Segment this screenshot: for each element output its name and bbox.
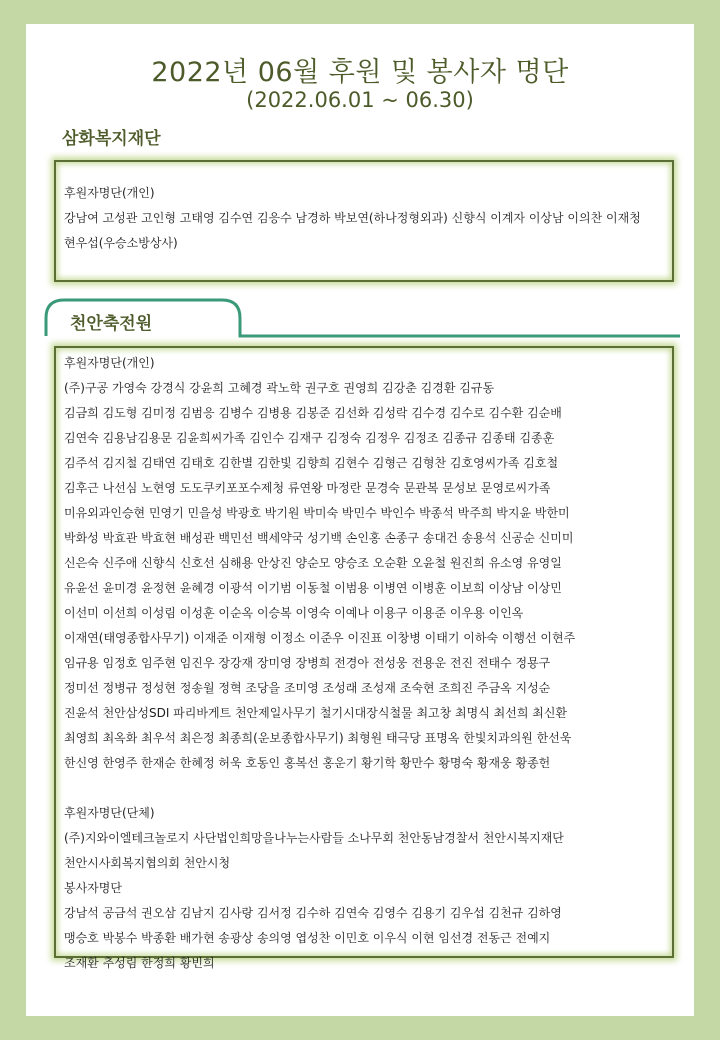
page-title: 2022년 06월 후원 및 봉사자 명단: [151, 57, 569, 88]
period-subtitle: (2022.06.01 ~ 06.30): [246, 88, 474, 112]
section2-org-title: 천안축전원: [70, 314, 153, 334]
volunteer-list: [64, 901, 664, 976]
volunteer-heading: 봉사자명단: [64, 881, 122, 895]
donor-line: 박화성 박효관 박효현 배성관 백민선 백세약국 성기백 손인홍 손종구 송대건 송용석 신공순 신미미: [64, 531, 574, 545]
donor-line: 최영희 최옥화 최우석 최은정 최종희(운보종합사무기) 최형원 태극당 표명옥 한빛치과의원 한선욱: [64, 731, 572, 745]
donor-line: 미유외과인승현 민영기 민을성 박광호 박기원 박미숙 박민수 박인수 박종석 박주희 박지윤 박한미: [64, 506, 570, 520]
group-heading: 후원자명단(단체): [64, 806, 155, 820]
document-page: [26, 24, 694, 1016]
donor-line: 김연숙 김용남김용문 김윤희씨가족 김인수 김재구 김정숙 김정우 김정조 김종규 김종태 김종훈: [64, 431, 555, 445]
section1-heading: 후원자명단(개인): [64, 186, 155, 200]
individual-heading: 후원자명단(개인): [64, 356, 155, 370]
donor-line: 김금희 김도형 김미정 김범응 김병수 김병용 김봉준 김선화 김성락 김수경 김수로 김수환 김순배: [64, 406, 562, 420]
section1-box: [54, 160, 674, 282]
section2-box: [54, 346, 674, 970]
section1-names: 강남여 고성관 고인형 고태영 김수연 김응수 남경하 박보연(하나정형외과) 신향식 이계자 이상남 이의찬 이재청 현우섭(우승소방상사): [64, 211, 641, 250]
donor-line: (주)구공 가영숙 강경식 강윤희 고혜경 곽노학 권구호 권영희 김강춘 김경환 김규동: [64, 381, 495, 395]
donor-line: 김주석 김지철 김태연 김태호 김한별 김한빛 김향희 김현수 김형근 김형찬 김호영씨가족 김호철: [64, 456, 559, 470]
donor-line: 한신영 한영주 한재순 한혜정 허욱 호동인 홍복선 홍운기 황기학 황만수 황명숙 황재웅 황종헌: [64, 756, 551, 770]
individual-donor-list: [64, 376, 664, 776]
donor-line: 정미선 정병규 정성현 정송월 정혁 조당을 조미영 조성래 조성재 조숙현 조희진 주금옥 지성순: [64, 681, 551, 695]
volunteer-line: 조재환 추성림 한정희 황빈희: [64, 956, 215, 970]
donor-line: 김후근 나선심 노현영 도도쿠키포포수제청 류연왕 마정란 문경숙 문관복 문성보 문영로씨가족: [64, 481, 551, 495]
group-donor-list: [64, 826, 664, 876]
donor-line: 임규용 임정호 임주현 임진우 장강재 장미영 장병희 전경아 전성웅 전용운 전진 전태수 정묭구: [64, 656, 551, 670]
donor-line: 유윤선 윤미경 윤정현 윤혜경 이광석 이기범 이동철 이범용 이병연 이병훈 이보희 이상남 이상민: [64, 581, 562, 595]
group-line: (주)지와이엘테크놀로지 사단법인희망을나누는사람들 소나무회 천안동남경찰서 천안시복지재단: [64, 831, 564, 845]
donor-line: 진윤석 천안삼성SDI 파리바게트 천안제일사무기 철기시대장식철물 최고창 최명식 최선희 최신환: [64, 706, 568, 720]
donor-line: 이선미 이선희 이성림 이성훈 이순옥 이승복 이영숙 이예나 이용구 이용준 이우용 이인옥: [64, 606, 524, 620]
donor-line: 이재연(태영종합사무기) 이재준 이재형 이정소 이준우 이진표 이창병 이태기 이하숙 이행선 이현주: [64, 631, 576, 645]
group-line: 천안시사회복지협의회 천안시청: [64, 856, 231, 870]
section1-org-title: 삼화복지재단: [62, 129, 161, 149]
volunteer-line: 강남석 공금석 권오삼 김남지 김사랑 김서정 김수하 김연숙 김영수 김용기 김우섭 김천규 김하영: [64, 906, 562, 920]
donor-line: 신은숙 신주애 신향식 신호선 심해용 안상진 양순모 양승조 오순환 오윤철 원진희 유소영 유영일: [64, 556, 562, 570]
volunteer-line: 맹승호 박봉수 박종환 배가현 송광상 송의영 엽성찬 이민호 이우식 이현 임선경 전동근 전예지: [64, 931, 551, 945]
